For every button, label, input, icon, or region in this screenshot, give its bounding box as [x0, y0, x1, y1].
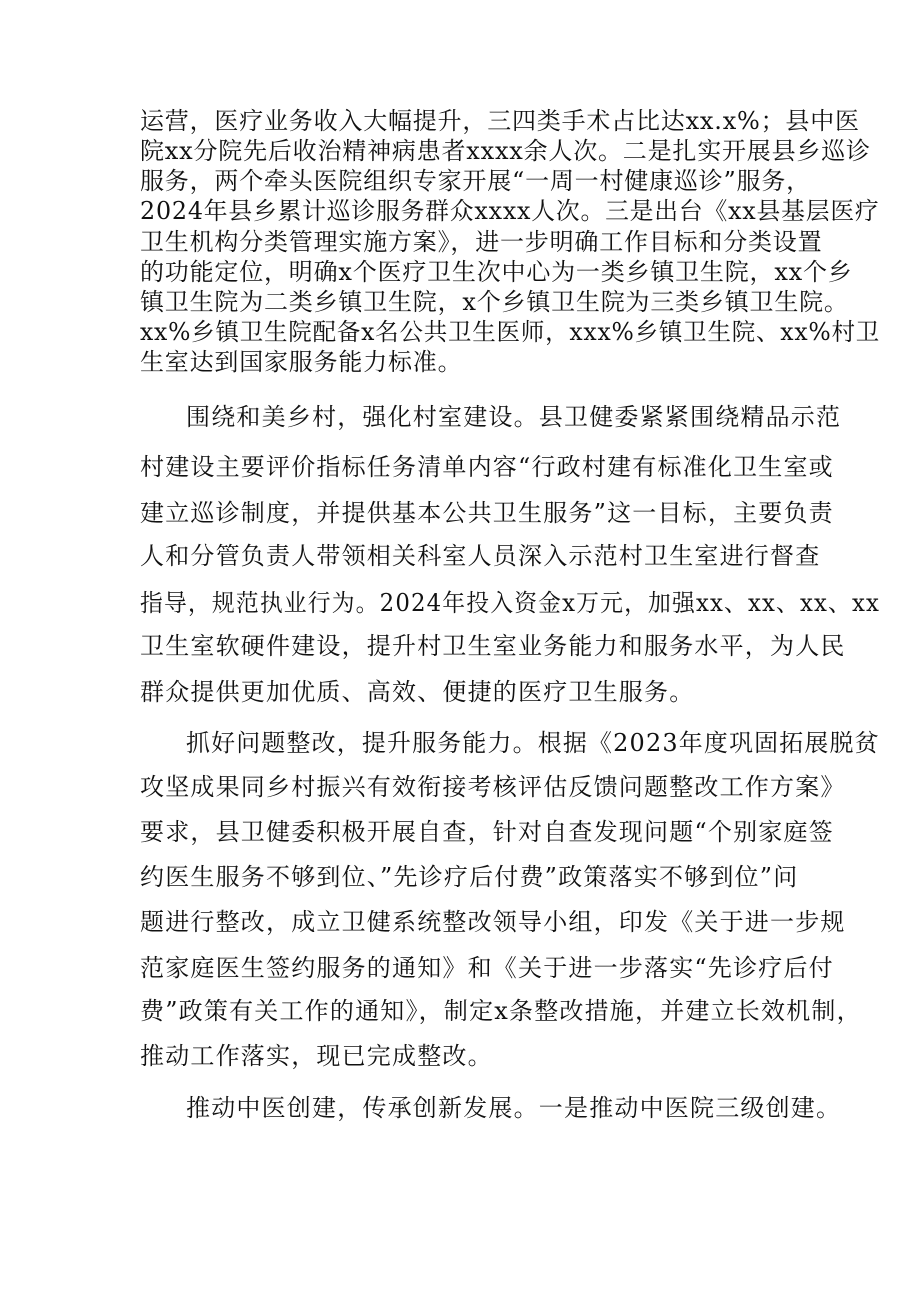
text-line: 指导，规范执业行为。2024年投入资金x万元，加强xx、xx、xx、xx — [140, 589, 880, 617]
text-line: 要求，县卫健委积极开展自查，针对自查发现问题“个别家庭签 — [140, 818, 834, 846]
text-line: 2024年县乡累计巡诊服务群众xxxx人次。三是出台《xx县基层医疗 — [140, 197, 880, 225]
text-line: 生室达到国家服务能力标准。 — [140, 348, 463, 376]
text-line: 服务，两个牵头医院组织专家开展“一周一村健康巡诊”服务， — [140, 167, 811, 195]
text-line: 范家庭医生签约服务的通知》和《关于进一步落实“先诊疗后付 — [140, 954, 834, 982]
text-line: 费”政策有关工作的通知》，制定x条整改措施，并建立长效机制， — [140, 997, 862, 1025]
text-line: 卫生机构分类管理实施方案》，进一步明确工作目标和分类设置 — [140, 228, 823, 256]
text-line: 推动中医创建，传承创新发展。一是推动中医院三级创建。 — [186, 1094, 842, 1122]
text-line: 群众提供更加优质、高效、便捷的医疗卫生服务。 — [140, 678, 695, 706]
text-line: 围绕和美乡村，强化村室建设。县卫健委紧紧围绕精品示范 — [186, 403, 842, 431]
text-line: 运营，医疗业务收入大幅提升，三四类手术占比达xx.x%；县中医 — [140, 107, 860, 135]
text-line: 卫生室软硬件建设，提升村卫生室业务能力和服务水平，为人民 — [140, 632, 846, 660]
text-line: 的功能定位，明确x个医疗卫生次中心为一类乡镇卫生院，xx个乡 — [140, 258, 853, 286]
text-line: 建立巡诊制度，并提供基本公共卫生服务”这一目标，主要负责 — [140, 499, 834, 527]
text-line: 题进行整改，成立卫健系统整改领导小组，印发《关于进一步规 — [140, 908, 846, 936]
text-line: xx%乡镇卫生院配备x名公共卫生医师，xxx%乡镇卫生院、xx%村卫 — [140, 318, 881, 346]
text-line: 村建设主要评价指标任务清单内容“行政村建有标准化卫生室或 — [140, 453, 834, 481]
text-line: 院xx分院先后收治精神病患者xxxx余人次。二是扎实开展县乡巡诊 — [140, 137, 871, 165]
text-line: 约医生服务不够到位、”先诊疗后付费”政策落实不够到位”问 — [140, 863, 799, 891]
text-line: 抓好问题整改，提升服务能力。根据《2023年度巩固拓展脱贫 — [186, 729, 880, 757]
text-line: 推动工作落实，现已完成整改。 — [140, 1042, 493, 1070]
text-line: 镇卫生院为二类乡镇卫生院，x个乡镇卫生院为三类乡镇卫生院。 — [140, 288, 849, 316]
text-line: 攻坚成果同乡村振兴有效衔接考核评估反馈问题整改工作方案》 — [140, 773, 846, 801]
text-line: 人和分管负责人带领相关科室人员深入示范村卫生室进行督查 — [140, 542, 821, 570]
